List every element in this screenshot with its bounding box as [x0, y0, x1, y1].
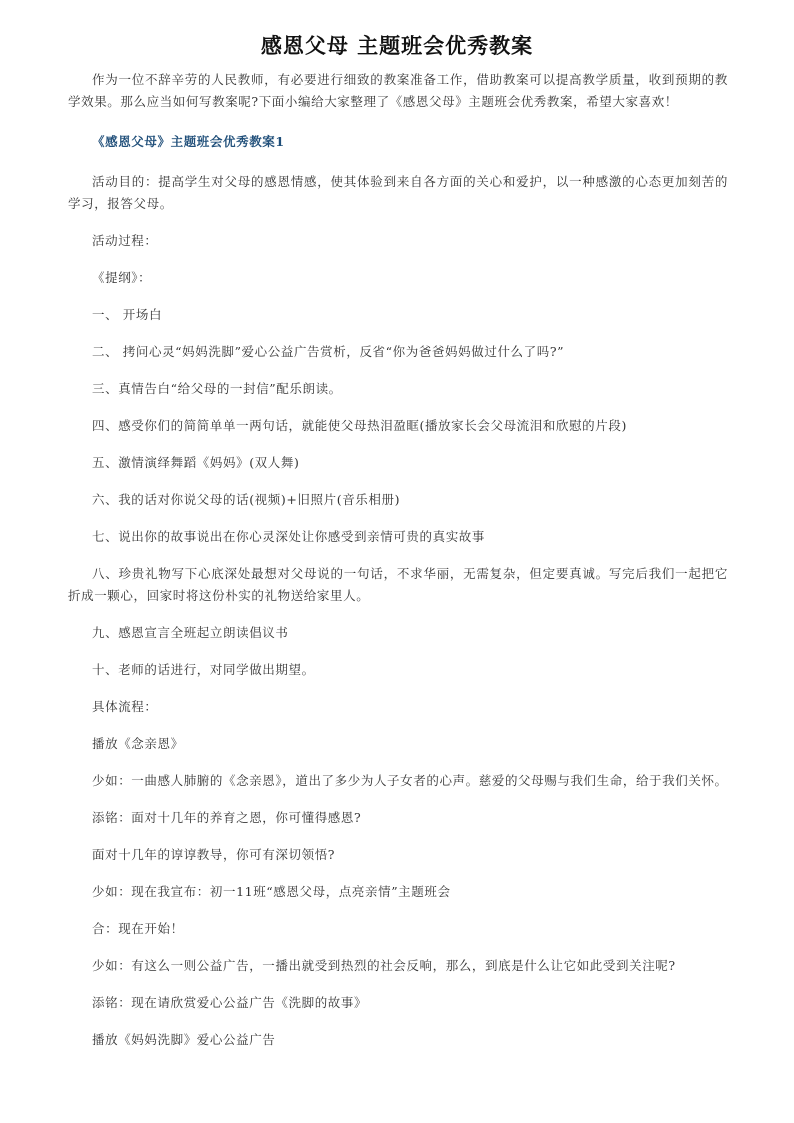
paragraph: 《提纲》：: [92, 270, 152, 285]
paragraph: 七、说出你的故事说出在你心灵深处让你感受到亲情可贵的真实故事: [92, 529, 486, 544]
paragraph: 少如：一曲感人肺腑的《念亲恩》，道出了多少为人子女者的心声。慈爱的父母赐与我们生命，给于我们关怀。: [92, 773, 728, 788]
paragraph: 一、 开场白: [92, 307, 163, 322]
paragraph: 播放《妈妈洗脚》爱心公益广告: [92, 1032, 276, 1047]
paragraph: 六、我的话对你说父母的话(视频)+旧照片(音乐相册): [92, 492, 401, 507]
paragraph: 作为一位不辞辛劳的人民教师，有必要进行细致的教案准备工作，借助教案可以提高教学质量，收到预期的教学效果。那么应当如何写教案呢?下面小编给大家整理了《感恩父母》主题班会优秀教案，希望大家喜欢！: [68, 72, 728, 109]
paragraph: 活动目的：提高学生对父母的感恩情感，使其体验到来自各方面的关心和爱护，以一种感激的心态更加刻苦的学习，报答父母。: [68, 174, 728, 211]
paragraph: 添铭：面对十几年的养育之恩，你可懂得感恩?: [92, 810, 362, 825]
paragraph: 播放《念亲恩》: [92, 736, 184, 751]
paragraph: 四、感受你们的简简单单一两句话，就能使父母热泪盈眶(播放家长会父母流泪和欣慰的片段): [92, 418, 627, 433]
paragraph: 添铭：现在请欣赏爱心公益广告《洗脚的故事》: [92, 995, 368, 1010]
document-title: 感恩父母 主题班会优秀教案: [260, 34, 534, 58]
paragraph: 二、 拷问心灵“妈妈洗脚”爱心公益广告赏析，反省“你为爸爸妈妈做过什么了吗?”: [92, 344, 565, 359]
document-body: [68, 69, 728, 1066]
paragraph: 活动过程：: [92, 233, 158, 248]
section-heading: 《感恩父母》主题班会优秀教案1: [92, 134, 285, 149]
paragraph: 八、珍贵礼物写下心底深处最想对父母说的一句话，不求华丽，无需复杂，但定要真诚。写完后我们一起把它折成一颗心，回家时将这份朴实的礼物送给家里人。: [68, 566, 728, 603]
paragraph: 十、老师的话进行，对同学做出期望。: [92, 662, 315, 677]
paragraph: 少如：现在我宣布：初一11班“感恩父母，点亮亲情”主题班会: [92, 884, 451, 899]
paragraph: 九、感恩宣言全班起立朗读倡议书: [92, 625, 289, 640]
paragraph: 具体流程：: [92, 699, 158, 714]
paragraph: 合：现在开始！: [92, 921, 184, 936]
paragraph: 五、激情演绎舞蹈《妈妈》(双人舞): [92, 455, 300, 470]
paragraph: 三、真情告白“给父母的一封信”配乐朗读。: [92, 381, 342, 396]
paragraph: 少如：有这么一则公益广告，一播出就受到热烈的社会反响，那么，到底是什么让它如此受到关注呢?: [92, 958, 676, 973]
paragraph: 面对十几年的谆谆教导，你可有深切领悟?: [92, 847, 336, 862]
